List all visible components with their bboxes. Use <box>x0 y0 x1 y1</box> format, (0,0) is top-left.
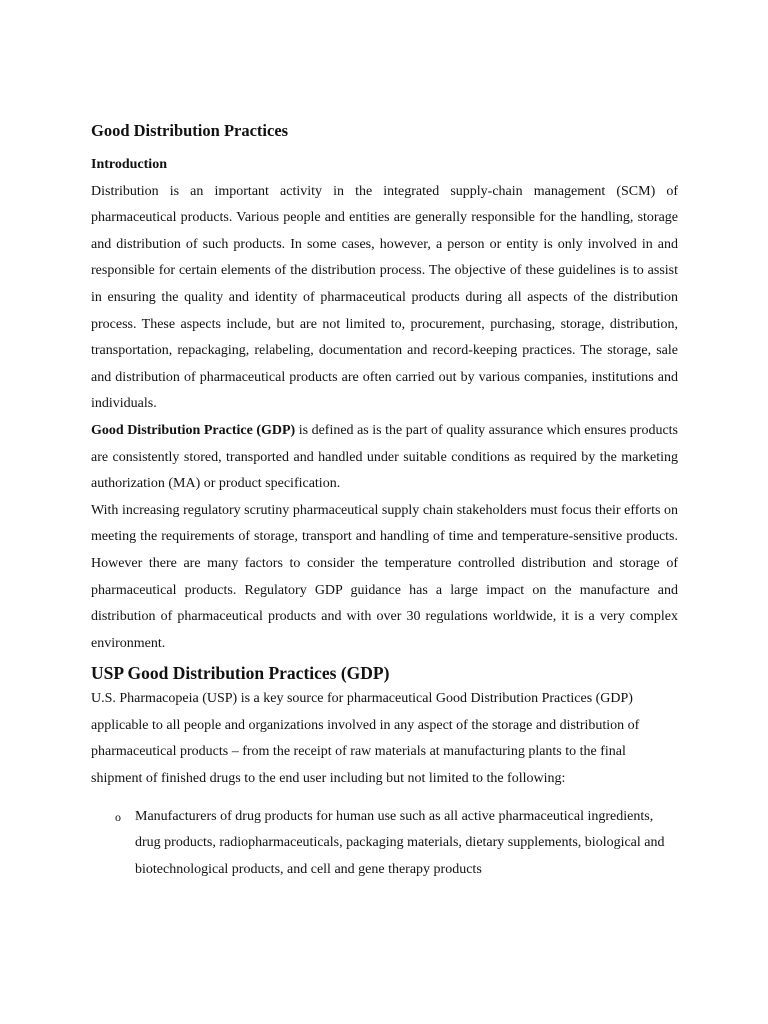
list-item-text: Manufacturers of drug products for human use such as all active pharmaceutical ingredients, drug products, radiopharmaceuticals, packaging materials, dietary supplements, biological and biotechnological products, and cell and gene therapy products <box>135 808 665 877</box>
document-title: Good Distribution Practices <box>91 121 289 140</box>
introduction-heading: Introduction <box>91 157 167 172</box>
list-item <box>91 804 678 884</box>
gdp-definition-text: is defined as is the part of quality assurance which ensures products are consistently stored, transported and handled under suitable conditions as required by the marketing authorization (MA) or product specification. <box>91 422 679 492</box>
usp-bullet-list <box>91 804 678 884</box>
document-page <box>91 118 678 883</box>
usp-gdp-heading: USP Good Distribution Practices (GDP) <box>91 663 390 684</box>
gdp-definition-paragraph <box>91 418 678 498</box>
bullet-marker: o <box>115 809 121 824</box>
gdp-term: Good Distribution Practice (GDP) <box>91 422 296 438</box>
usp-paragraph: U.S. Pharmacopeia (USP) is a key source for pharmaceutical Good Distribution Practices (GDP) applicable to all people and organizations involved in any aspect of the storage and distribution of pharmaceutical products – from the receipt of raw materials at manufacturing plants to the final shipment of finished drugs to the end user including but not limited to the following: <box>91 691 640 787</box>
regulatory-scrutiny-paragraph: With increasing regulatory scrutiny pharmaceutical supply chain stakeholders must focus their efforts on meeting the requirements of storage, transport and handling of time and temperature-sensitive products. However there are many factors to consider the temperature controlled distribution and storage of pharmaceutical products. Regulatory GDP guidance has a large impact on the manufacture and distribution of pharmaceutical products and with over 30 regulations worldwide, it is a very complex environment. <box>91 502 678 651</box>
introduction-paragraph: Distribution is an important activity in the integrated supply-chain management (SCM) of pharmaceutical products. Various people and entities are generally responsible for the handling, storage and distribution of such products. In some cases, however, a person or entity is only involved in and responsible for certain elements of the distribution process. The objective of these guidelines is to assist in ensuring the quality and identity of pharmaceutical products during all aspects of the distribution process. These aspects include, but are not limited to, procurement, purchasing, storage, distribution, transportation, repackaging, relabeling, documentation and record-keeping practices. The storage, sale and distribution of pharmaceutical products are often carried out by various companies, institutions and individuals. <box>91 183 678 412</box>
